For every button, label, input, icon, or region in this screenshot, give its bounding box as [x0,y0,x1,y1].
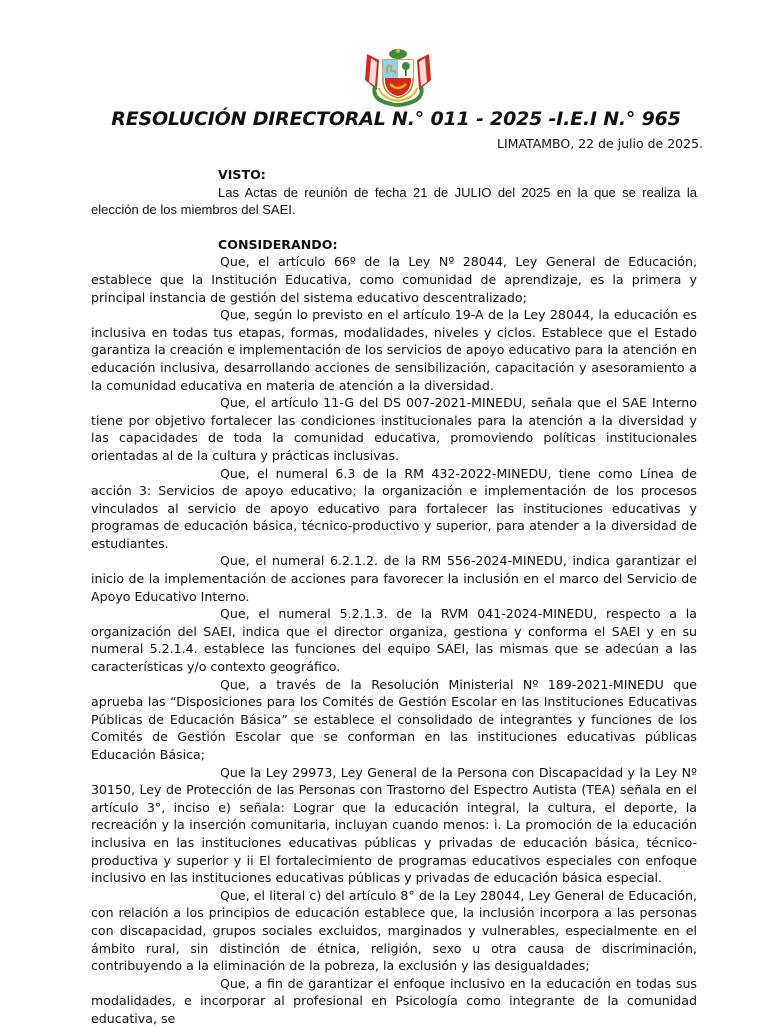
considerando-paragraph: Que, según lo previsto en el artículo 19-A de la Ley 28044, la educación es inclusiva en todas tus etapas, formas, modalidades, niveles y ciclos. Establece que el Estado garantiza la creación e implementación de los servicios de apoyo educativo para la atención en educación inclusiva, desarrollando acciones de sensibilización, capacitación y asesoramiento a la comunidad educativa en materia de atención a la diversidad. [91,307,697,393]
considerando-paragraph: Que, a fin de garantizar el enfoque inclusivo en la educación en todas sus modalidades, e incorporar al profesional en Psicología como integrante de la comunidad educativa, se [91,975,697,1026]
considerando-paragraph: Que, a través de la Resolución Ministerial Nº 189-2021-MINEDU que aprueba las “Disposiciones para los Comités de Gestión Escolar en las Instituciones Educativas Públicas de Educación Básica” se establece el consolidado de integrantes y funciones de los Comités de Gestión Escolar que se conforman en las instituciones educativas públicas Educación Básica; [91,676,697,762]
visto-heading: VISTO: [218,167,266,182]
visto-paragraph: Las Actas de reunión de fecha 21 de JULIO del 2025 en la que se realiza la elección de los miembros del SAEI. [91,184,697,218]
resolution-body [91,166,697,1028]
considerando-heading: CONSIDERANDO: [218,236,338,252]
considerando-paragraph: Que, el artículo 66º de la Ley Nº 28044, Ley General de Educación, establece que la Institución Educativa, como comunidad de aprendizaje, es la primera y principal instancia de gestión del sistema educativo descentralizado; [91,254,697,305]
considerando-paragraph: Que, el numeral 5.2.1.3. de la RVM 041-2024-MINEDU, respecto a la organización del SAEI, indica que el director organiza, gestiona y conforma el SAEI y en su numeral 5.2.1.4. establece las funciones del equipo SAEI, las mismas que se adecúan a las características y/o contexto geográfico. [91,606,697,675]
place-and-date: LIMATAMBO, 22 de julio de 2025. [497,136,703,151]
resolution-title: RESOLUCIÓN DIRECTORAL N.° 011 - 2025 -I.E.I N.° 965 [111,108,681,130]
peru-coat-of-arms-icon [361,46,435,108]
considerando-paragraph: Que, el numeral 6.3 de la RM 432-2022-MINEDU, tiene como Línea de acción 3: Servicios de apoyo educativo; la organización e implementación de los procesos vinculados al servicio de apoyo educativo para fortalecer las instituciones educativas y programas de educación básica, técnico-productivo y superior, para atender a la diversidad de estudiantes. [91,465,697,551]
considerando-paragraph: Que, el literal c) del artículo 8° de la Ley 28044, Ley General de Educación, con relación a los principios de educación establece que, la inclusión incorpora a las personas con discapacidad, grupos sociales excluidos, marginados y vulnerables, especialmente en el ámbito rural, sin distinción de étnica, religión, sexo u otra causa de discriminación, contribuyendo a la eliminación de la pobreza, la exclusión y las desigualdades; [91,887,697,974]
considerando-paragraph: Que, el artículo 11-G del DS 007-2021-MINEDU, señala que el SAE Interno tiene por objetivo fortalecer las condiciones institucionales para la atención a la diversidad y las capacidades de toda la comunidad educativa, promoviendo políticas institucionales orientadas al de la cultura y prácticas inclusivas. [91,395,697,463]
spacer [91,219,697,236]
considerando-paragraph: Que, el numeral 6.2.1.2. de la RM 556-2024-MINEDU, indica garantizar el inicio de la implementación de acciones para favorecer la inclusión en el marco del Servicio de Apoyo Educativo Interno. [91,553,697,604]
considerando-paragraph: Que la Ley 29973, Ley General de la Persona con Discapacidad y la Ley Nº 30150, Ley de Protección de las Personas con Trastorno del Espectro Autista (TEA) señala en el artículo 3°, inciso e) señala: Lograr que la educación integral, la cultura, el deporte, la recreación y la inserción comunitaria, incluyan cuando menos: i. La promoción de la educación inclusiva en las instituciones educativas públicas y privadas de educación básica, técnico-productiva y superior y ii El fortalecimiento de programas educativos especiales con enfoque inclusivo en las instituciones educativas públicas y privadas de educación básica especial. [91,764,697,886]
